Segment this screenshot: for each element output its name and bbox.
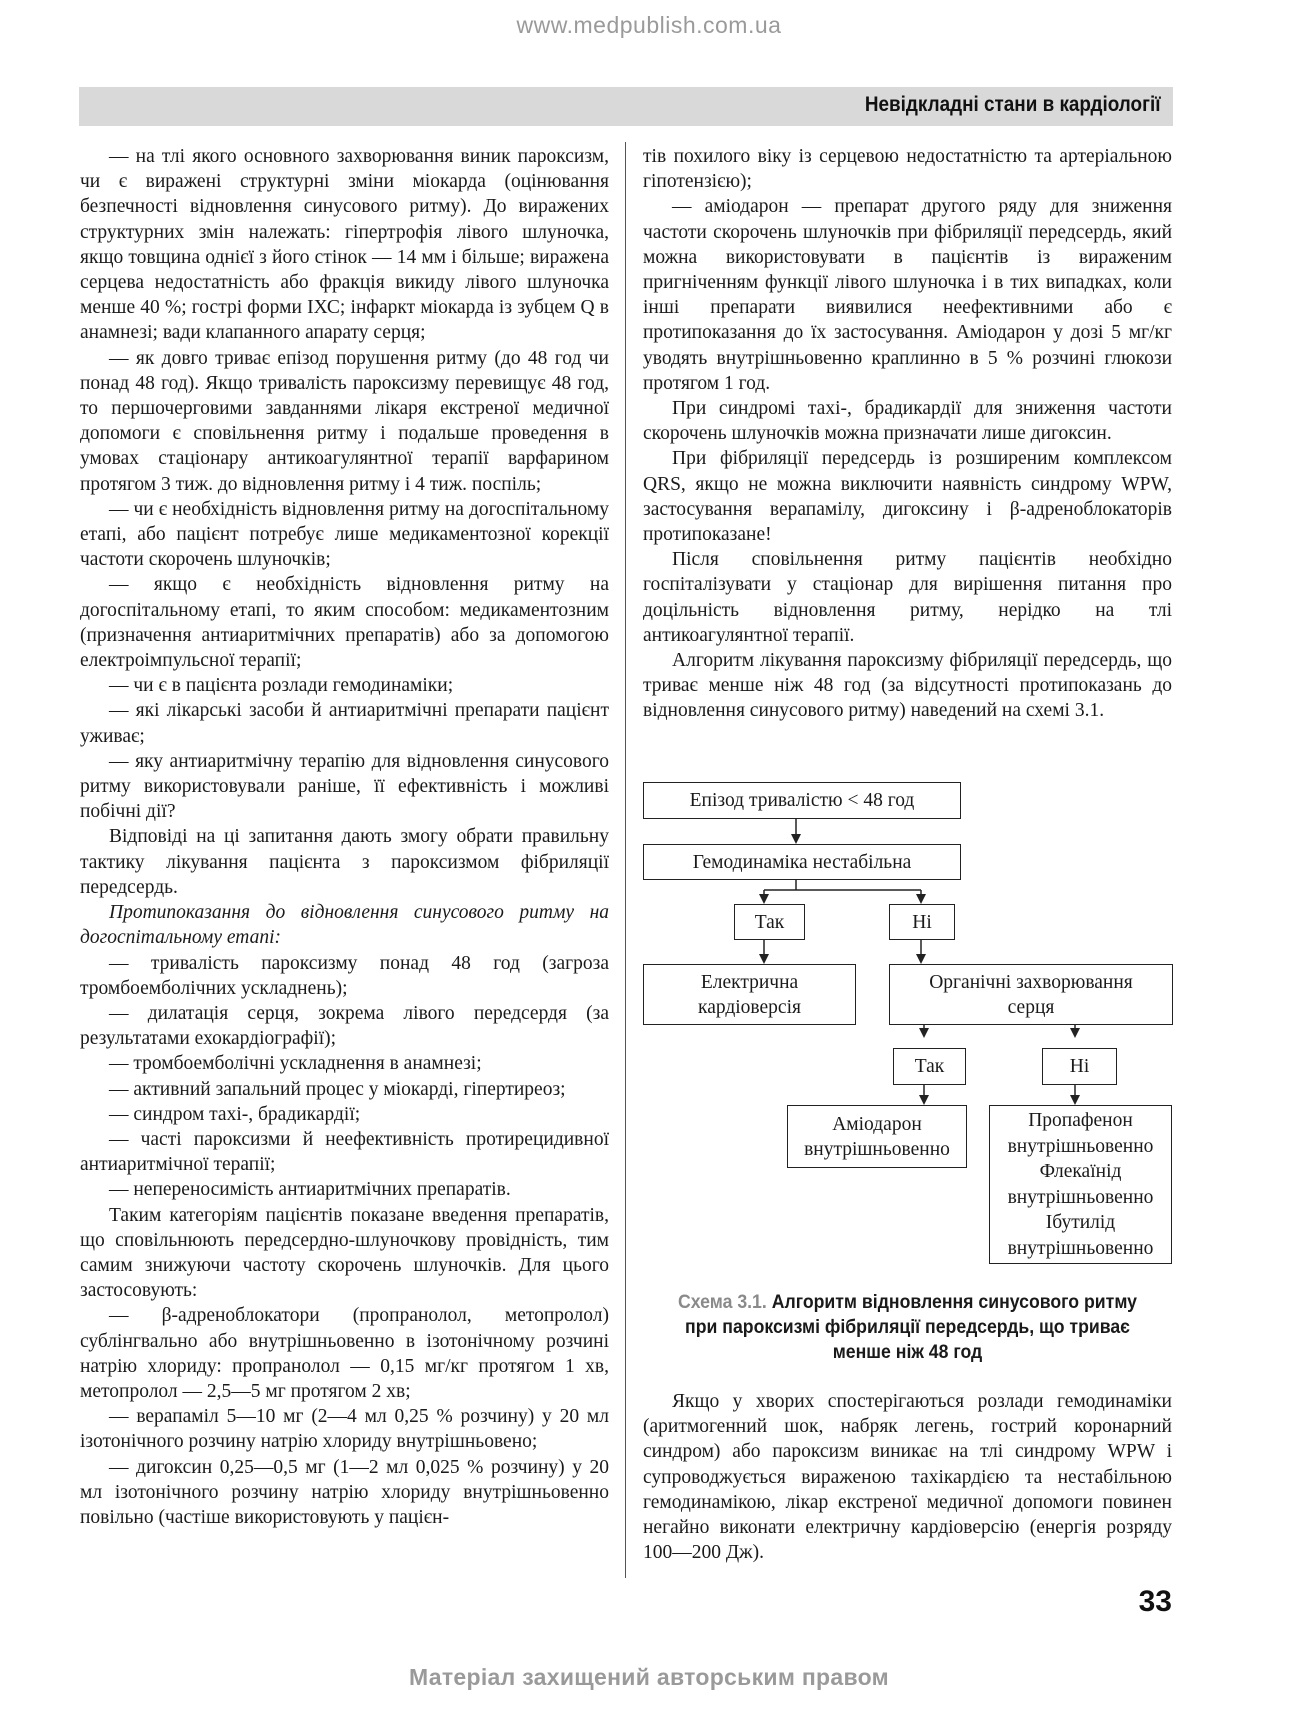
episode-box: [643, 782, 961, 819]
paragraph: — непереносимість антиаритмічних препаратів.: [109, 1179, 511, 1201]
antiarrhythmics-box: [989, 1105, 1172, 1264]
yes-label: Так: [914, 1056, 945, 1077]
hemodynamics-label: Гемодинаміка нестабільна: [692, 851, 912, 873]
figure-caption: [662, 1290, 1154, 1365]
column-divider: [625, 142, 626, 1578]
paragraph: — верапаміл 5—10 мг (2—4 мл 0,25 % розчину) у 20 мл ізотонічного розчину натрію хлориду внутрішньовено;: [80, 1406, 609, 1453]
caption-label: Схема 3.1.: [678, 1292, 767, 1313]
no-box: [1042, 1048, 1117, 1085]
no-box: [889, 904, 955, 940]
paragraph: — як довго триває епізод порушення ритму (до 48 год чи понад 48 год). Якщо тривалість пароксизму перевищує 48 год, то першочерговими завданнями лікаря екстреної медичної допомоги є сповільнення ритму і подальше проведення в умовах стаціонару антикоагулянтної терапії варфарином протягом 3 тиж. до відновлення ритму і 4 тиж. поспіль;: [80, 347, 609, 495]
site-url: www.medpublish.com.ua: [516, 12, 782, 38]
organic-disease-label: серця: [1007, 996, 1055, 1018]
paragraph: — дигоксин 0,25—0,5 мг (1—2 мл 0,025 % розчину) у 20 мл ізотонічного розчину натрію хлориду внутрішньовенно повільно (частіше використовують у пацієн-: [80, 1456, 609, 1528]
cardioversion-label: кардіоверсія: [698, 996, 801, 1018]
paragraph: При фібриляції передсердь із розширеним комплексом QRS, якщо не можна виключити наявність синдрому WPW, застосування верапамілу, дигоксину і β-адреноблокаторів протипоказане!: [643, 448, 1172, 546]
amiodarone-label: Аміодарон: [832, 1113, 922, 1135]
paragraph: — якщо є необхідність відновлення ритму на догоспітальному етапі, то яким способом: медикаментозним (призначення антиаритмічних препаратів) або за допомогою електроімпульсної терапії;: [80, 574, 609, 672]
yes-box: [893, 1048, 966, 1085]
paragraph: — чи є в пацієнта розлади гемодинаміки;: [109, 675, 454, 697]
drug-route: внутрішньовенно: [1007, 1186, 1154, 1208]
drug-label: Ібутилід: [1045, 1212, 1116, 1233]
contraindications-heading: Протипоказання до відновлення синусового ритму на догоспітальному етапі:: [80, 902, 609, 949]
right-column: [643, 144, 1172, 724]
organic-disease-label: Органічні захворювання: [929, 971, 1133, 993]
drug-route: внутрішньовенно: [1007, 1237, 1154, 1259]
cardioversion-label: Електрична: [700, 971, 799, 993]
running-header: [79, 87, 1173, 126]
paragraph: Якщо у хворих спостерігаються розлади гемодинаміки (аритмогенний шок, набряк легень, гострий коронарний синдром) або пароксизм виникає на тлі синдрому WPW і супроводжується вираженою тахікардією та нестабільною гемодинамікою, лікар екстреної медичної допомоги повинен негайно виконати електричну кардіоверсію (енергія розряду 100—200 Дж).: [643, 1391, 1172, 1564]
paragraph: — аміодарон — препарат другого ряду для зниження частоти скорочень шлуночків при фібриляції передсердь, який можна використовувати в пацієнтів із вираженим пригніченням функції лівого шлуночка і в тих випадках, коли інші препарати виявилися неефективними або є протипоказання до їх застосування. Аміодарон у дозі 5 мг/кг уводять внутрішньовенно краплинно в 5 % розчині глюкози протягом 1 год.: [643, 196, 1172, 394]
header-title: Невідкладні стани в кардіології: [865, 93, 1161, 116]
paragraph: — тривалість пароксизму понад 48 год (загроза тромбоемболічних ускладнень);: [80, 952, 609, 999]
paragraph: Таким категоріям пацієнтів показане введення препаратів, що сповільнюють передсердно-шлуночкову провідність, тим самим знижуючи частоту скорочень шлуночків. Для цього застосовують:: [80, 1204, 609, 1302]
amiodarone-label: внутрішньовенно: [804, 1138, 950, 1160]
paragraph: Після сповільнення ритму пацієнтів необхідно госпіталізувати у стаціонар для вирішення питання про доцільність відновлення ритму, нерідко на тлі антикоагулянтної терапії.: [643, 549, 1172, 646]
amiodarone-box: [787, 1105, 967, 1168]
paragraph: — тромбоемболічні ускладнення в анамнезі;: [109, 1053, 482, 1075]
right-column-continued: [643, 1389, 1172, 1565]
paragraph: — часті пароксизми й неефективність протирецидивної антиаритмічної терапії;: [80, 1128, 609, 1176]
yes-box: [734, 904, 805, 940]
hemodynamics-box: [643, 844, 961, 880]
no-label: Ні: [1069, 1056, 1090, 1077]
copyright-notice: Матеріал захищений авторським правом: [409, 1664, 889, 1690]
drug-route: внутрішньовенно: [1007, 1135, 1154, 1157]
organic-disease-box: [889, 964, 1173, 1025]
drug-label: Пропафенон: [1028, 1110, 1133, 1131]
left-column: [80, 144, 609, 1530]
episode-label: Епізод тривалістю < 48 год: [689, 790, 915, 811]
paragraph: — β-адреноблокатори (пропранолол, метопролол) сублінгвально або внутрішньовенно в ізотонічному розчині натрію хлориду: пропранолол — 0,15 мг/кг протягом 1 хв, метопролол — 2,5—5 мг протягом 2 хв;: [80, 1305, 609, 1402]
paragraph: тів похилого віку із серцевою недостатністю та артеріальною гіпотензією);: [643, 146, 1172, 193]
paragraph: — на тлі якого основного захворювання виник пароксизм, чи є виражені структурні зміни міокарда (оцінювання безпечності відновлення синусового ритму). До виражених структурних змін належать: гіпертрофія лівого шлуночка, якщо товщина однієї з його стінок — 14 мм і більше; виражена серцева недостатність або фракція викиду лівого шлуночка менше 40 %; гострі форми ІХС; інфаркт міокарда із зубцем Q в анамнезі; вади клапанного апарату серця;: [80, 146, 609, 344]
paragraph: При синдромі тахі-, брадикардії для зниження частоти скорочень шлуночків можна призначати лише дигоксин.: [643, 398, 1172, 445]
paragraph: Відповіді на ці запитання дають змогу обрати правильну тактику лікування пацієнта з пароксизмом фібриляції передсердь.: [80, 826, 609, 898]
paragraph: — активний запальний процес у міокарді, гіпертиреоз;: [109, 1078, 566, 1100]
caption-text: Алгоритм відновлення синусового ритму при пароксизмі фібриляції передсердь, що триває менше ніж 48 год: [685, 1292, 1137, 1363]
paragraph: — дилатація серця, зокрема лівого передсердя (за результатами ехокардіографії);: [80, 1002, 609, 1050]
drug-label: Флекаїнід: [1039, 1161, 1122, 1182]
page-number: 33: [1138, 1585, 1172, 1618]
paragraph: — чи є необхідність відновлення ритму на догоспітальному етапі, або пацієнт потребує лише медикаментозної корекції частоти скорочень шлуночків;: [80, 498, 609, 571]
paragraph: Алгоритм лікування пароксизму фібриляції передсердь, що триває менше ніж 48 год (за відсутності протипоказань до відновлення синусового ритму) наведений на схемі 3.1.: [643, 650, 1172, 722]
paragraph: — які лікарські засоби й антиаритмічні препарати пацієнт уживає;: [80, 700, 609, 747]
cardioversion-box: [643, 964, 856, 1025]
paragraph: — яку антиаритмічну терапію для відновлення синусового ритму використовували раніше, її ефективність і можливі побічні дії?: [80, 750, 609, 823]
yes-label: Так: [754, 911, 785, 933]
paragraph: — синдром тахі-, брадикардії;: [109, 1103, 361, 1125]
no-label: Ні: [912, 911, 932, 933]
